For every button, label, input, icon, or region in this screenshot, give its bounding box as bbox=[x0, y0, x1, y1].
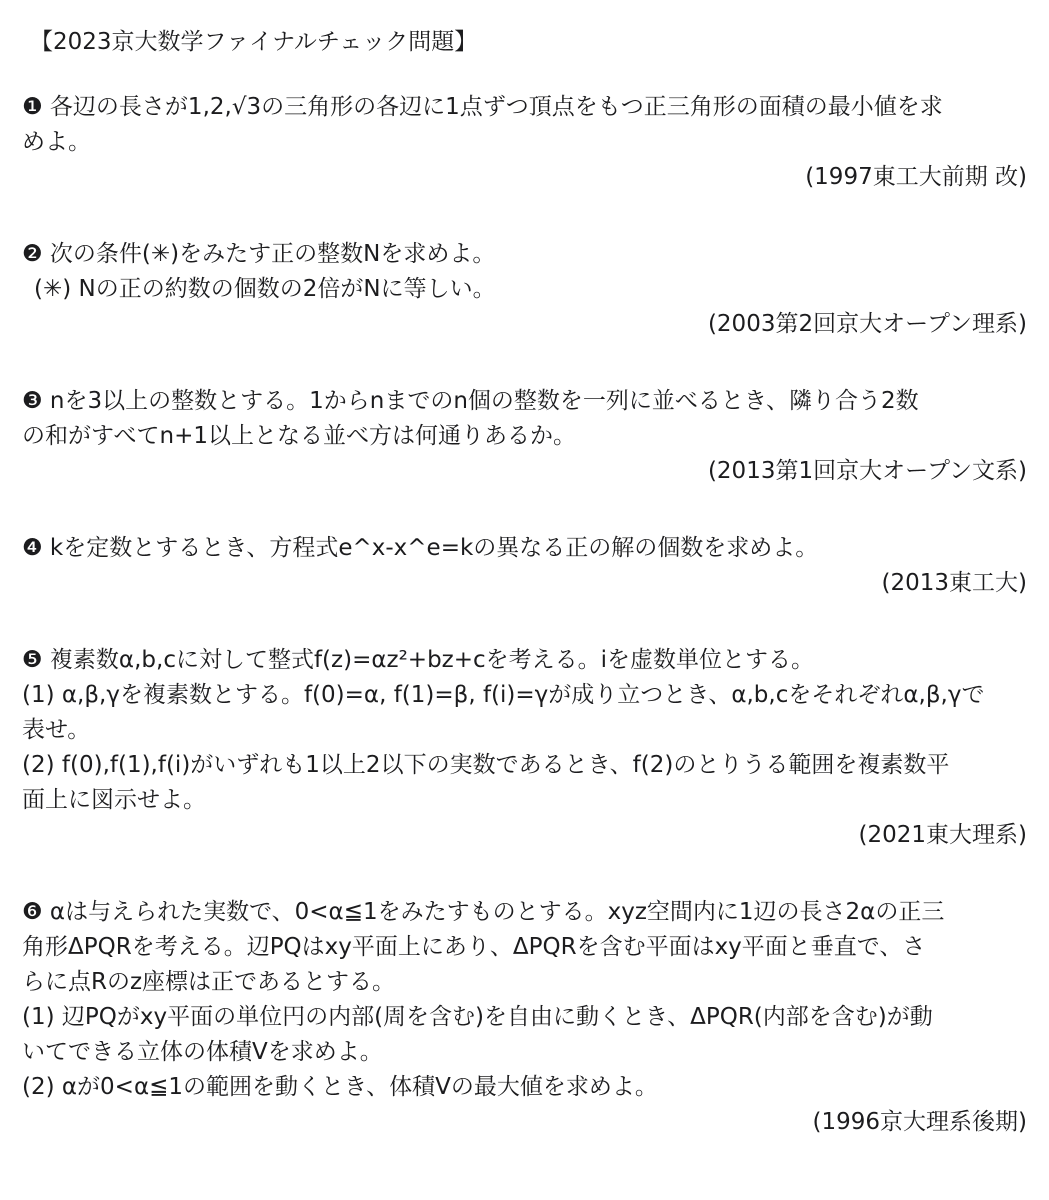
problem-5 bbox=[22, 643, 1027, 853]
problem-2-condition: (✳) Nの正の約数の個数の2倍がNに等しい。 bbox=[34, 276, 496, 302]
problem-6-line-6: (2) αが0<α≦1の範囲を動くとき、体積Vの最大値を求めよ。 bbox=[22, 1074, 658, 1100]
problem-3-source: (2013第1回京大オープン文系) bbox=[707, 458, 1027, 484]
problem-5-line-1: ❺ 複素数α,b,cに対して整式f(z)=αz²+bz+cを考える。iを虚数単位とする。 bbox=[22, 647, 815, 673]
problem-4-source: (2013東工大) bbox=[881, 570, 1027, 596]
problem-5-source: (2021東大理系) bbox=[858, 822, 1027, 848]
problem-5-line-2: (1) α,β,γを複素数とする。f(0)=α, f(1)=β, f(i)=γが成り立つとき、α,b,cをそれぞれα,β,γで bbox=[22, 682, 985, 708]
problem-5-line-3: 表せ。 bbox=[22, 717, 91, 743]
problem-3 bbox=[22, 384, 1027, 489]
problem-6-line-5: いてできる立体の体積Vを求めよ。 bbox=[22, 1039, 383, 1065]
problem-5-line-5: 面上に図示せよ。 bbox=[22, 787, 206, 813]
problem-4 bbox=[22, 531, 1027, 601]
problem-2-line-1: ❷ 次の条件(✳)をみたす正の整数Nを求めよ。 bbox=[22, 241, 496, 267]
problem-6-line-2: 角形ΔPQRを考える。辺PQはxy平面上にあり、ΔPQRを含む平面はxy平面と垂直で、さ bbox=[22, 934, 926, 960]
problem-6-line-3: らに点Rのz座標は正であるとする。 bbox=[22, 969, 396, 995]
problem-1-source: (1997東工大前期 改) bbox=[805, 164, 1027, 190]
problem-1-line-1: ❶ 各辺の長さが1,2,√3の三角形の各辺に1点ずつ頂点をもつ正三角形の面積の最小値を求 bbox=[22, 94, 943, 120]
problem-2-source: (2003第2回京大オープン理系) bbox=[707, 311, 1027, 337]
problem-1 bbox=[22, 90, 1027, 195]
problem-3-line-1: ❸ nを3以上の整数とする。1からnまでのn個の整数を一列に並べるとき、隣り合う2数 bbox=[22, 388, 919, 414]
document-page bbox=[22, 24, 1027, 1140]
problem-2 bbox=[22, 237, 1027, 342]
problem-1-line-2: めよ。 bbox=[22, 129, 91, 155]
problem-6-source: (1996京大理系後期) bbox=[812, 1109, 1027, 1135]
problem-6-line-4: (1) 辺PQがxy平面の単位円の内部(周を含む)を自由に動くとき、ΔPQR(内部を含む)が動 bbox=[22, 1004, 933, 1030]
problem-4-line-1: ❹ kを定数とするとき、方程式e^x-x^e=kの異なる正の解の個数を求めよ。 bbox=[22, 535, 819, 561]
problem-3-line-2: の和がすべてn+1以上となる並べ方は何通りあるか。 bbox=[22, 423, 577, 449]
document-title: 【2023京大数学ファイナルチェック問題】 bbox=[30, 29, 478, 55]
problem-6 bbox=[22, 895, 1027, 1140]
problem-6-line-1: ❻ αは与えられた実数で、0<α≦1をみたすものとする。xyz空間内に1辺の長さ2αの正三 bbox=[22, 899, 945, 925]
problem-5-line-4: (2) f(0),f(1),f(i)がいずれも1以上2以下の実数であるとき、f(2)のとりうる範囲を複素数平 bbox=[22, 752, 950, 778]
